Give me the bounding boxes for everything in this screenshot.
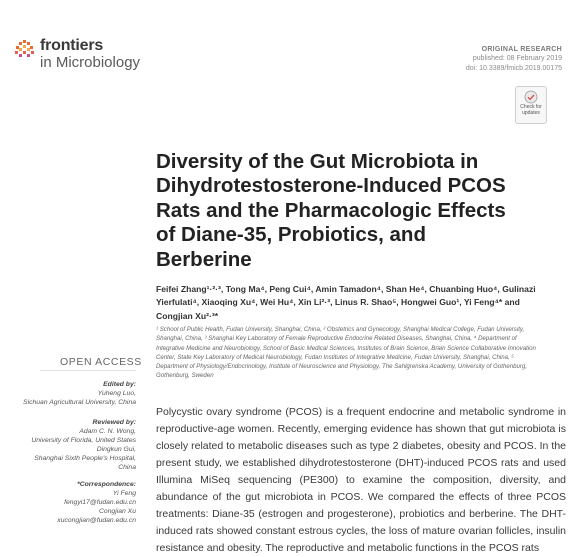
correspondence-section — [57, 480, 136, 525]
affiliations: ¹ School of Public Health, Fudan University, Shanghai, China, ² Obstetrics and Gynecology, Shanghai Medical College, Fudan University, Shanghai, China, ³ Shanghai Key Laboratory of Female Reproductive Endocrine Related Diseases, Shanghai, China, ⁴ Department of Integrative Medicine and Neurobiology, School of Basic Medical Sciences, Institutes of Brain Science, Brain Science Collaborative Innovation Center, State Key Laboratory of Medical Neurobiology, Fudan Institutes of Integrative Medicine, Fudan University, Shanghai, China, ⁵ Department of Physiology/Endocrinology, Institute of Neuroscience and Physiology, The Sahlgrenska Academy, University of Gothenburg, Gothenburg, Sweden — [156, 326, 536, 380]
author-list[interactable]: Feifei Zhang¹·²·³, Tong Ma⁴, Peng Cui⁴, Amin Tamadon⁴, Shan He⁴, Chuanbing Huo⁴, Gulinazi Yierfulati⁴, Xiaoqing Xu⁴, Wei Hu⁴, Xin Li²·³, Linus R. Shao⁵, Hongwei Guo¹, Yi Feng⁴* and Congjian Xu²·³* — [156, 284, 536, 321]
logo-brand: frontiers — [40, 37, 104, 54]
reviewer-affiliation: University of Florida, United States — [31, 437, 136, 445]
editor-name: Yuheng Luo, — [97, 390, 136, 398]
editor-affiliation: Sichuan Agricultural University, China — [23, 399, 136, 407]
check-updates-line2: updates — [522, 109, 540, 116]
edited-by-label: Edited by: — [103, 381, 136, 388]
reviewer-affiliation: Shanghai Sixth People's Hospital, — [34, 455, 136, 463]
reviewed-by-label: Reviewed by: — [92, 419, 136, 426]
abstract-text: Polycystic ovary syndrome (PCOS) is a frequent endocrine and metabolic syndrome in reproductive-age women. Recently, emerging evidence has shown that gut microbiota is closely related to metabolic diseases such as type 2 diabetes, obesity and PCOS. In the present study, we established dihydrotestosterone (DHT)-induced PCOS rats and used Illumina MiSeq sequencing (PE300) to examine the composition, diversity, and abundance of the gut microbiota in PCOS. We compared the effects of three PCOS treatments: Diane-35 (estrogen and progesterone), probiotics and berberine. The DHT-induced rats showed constant estrous cycles, the loss of mature ovarian follicles, insulin resistance and obesity. The reproductive and metabolic functions in the PCOS rats — [156, 406, 566, 554]
article-meta — [466, 45, 562, 73]
doi-link[interactable]: doi: 10.3389/fmicb.2019.00175 — [465, 64, 562, 72]
correspondence-label: *Correspondence: — [77, 481, 136, 488]
journal-logo[interactable] — [40, 38, 140, 71]
reviewed-by-section — [31, 418, 136, 472]
correspondent-name: Congjian Xu — [98, 508, 136, 516]
correspondent-email[interactable]: xucongjian@fudan.edu.cn — [57, 517, 136, 525]
article-title: Diversity of the Gut Microbiota in Dihydrotestosterone-Induced PCOS Rats and the Pharmacologic Effects of Diane-35, Probiotics, and Berberine — [156, 150, 506, 271]
frontiers-logo-icon — [14, 40, 34, 66]
correspondent-email[interactable]: fengyi17@fudan.edu.cn — [64, 499, 136, 507]
article-type: ORIGINAL RESEARCH — [481, 46, 562, 53]
open-access-label: OPEN ACCESS — [60, 356, 142, 368]
edited-by-section — [23, 380, 136, 407]
divider — [40, 370, 136, 371]
reviewer-name: Adam C. N. Wong, — [79, 428, 136, 436]
reviewer-affiliation: China — [118, 464, 136, 472]
correspondent-name: Yi Feng — [112, 490, 136, 498]
check-for-updates-button[interactable] — [515, 86, 547, 124]
check-updates-icon — [524, 90, 538, 104]
check-updates-line1: Check for — [520, 104, 542, 110]
reviewer-name: Dingkun Gui, — [96, 446, 136, 454]
published-date: published: 08 February 2019 — [472, 55, 562, 63]
logo-journal-name: in Microbiology — [40, 53, 141, 71]
